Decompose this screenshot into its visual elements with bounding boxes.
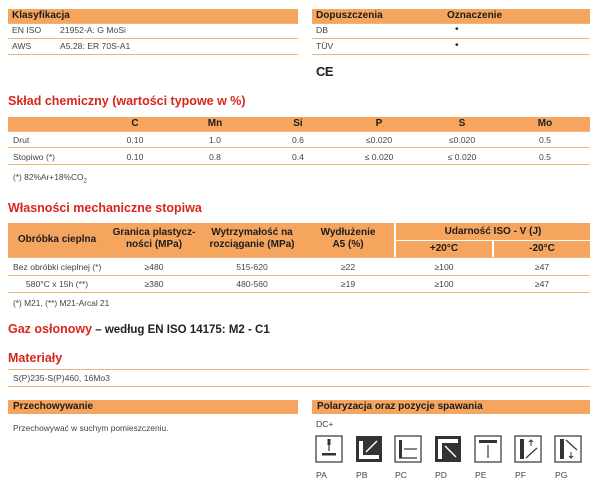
dc-polarity: DC+ — [316, 419, 334, 429]
wl-obrobka: 580°C x 15h (**) — [25, 279, 89, 289]
materialy-title: Materiały — [8, 351, 63, 365]
wl-wytrz: 480-560 — [236, 279, 268, 289]
position-label: PG — [555, 470, 568, 480]
h-granica — [106, 227, 202, 251]
wlasnosci-note: (*) M21, (**) M21-Arcal 21 — [13, 298, 110, 308]
position-label: PF — [515, 470, 526, 480]
dopuszczenia-header — [312, 9, 590, 23]
sklad-value: ≤0.020 — [448, 135, 476, 145]
gaz-line — [8, 322, 270, 336]
h-plus20: +20°C — [429, 243, 459, 254]
sklad-col-c: C — [131, 118, 139, 129]
klasyfikacja-value — [60, 25, 126, 35]
materialy-text: S(P)235-S(P)460, 16Mo3 — [13, 373, 110, 383]
h-obrobka: Obróbka cieplna — [17, 234, 97, 245]
sklad-value: 0.10 — [126, 152, 144, 162]
wlasnosci-title: Własności mechaniczne stopiwa — [8, 201, 202, 215]
przechowywanie-title: Przechowywanie — [13, 401, 94, 412]
klasyfikacja-val: 21952-A: G MoSi — [60, 25, 126, 35]
h-wydl — [302, 227, 394, 251]
wl-minus20: ≥47 — [534, 262, 550, 272]
dopuszczenia-row-name: DB — [316, 25, 328, 35]
h-granica-1: Granica plastycz- — [112, 227, 196, 238]
wl-granica: ≥380 — [144, 279, 164, 289]
sklad-value: ≤ 0.020 — [364, 152, 394, 162]
gaz-title: Gaz osłonowy — [8, 322, 93, 336]
wl-minus20: ≥47 — [534, 279, 550, 289]
klasyfikacja-row — [12, 25, 41, 35]
klasyfikacja-std: AWS — [12, 41, 32, 51]
wl-plus20: ≥100 — [434, 262, 454, 272]
h-wydl-1: Wydłużenie — [320, 227, 376, 238]
klasyfikacja-title: Klasyfikacja — [12, 10, 70, 21]
sklad-value: 0.5 — [539, 152, 551, 162]
polaryzacja-title: Polaryzacja oraz pozycje spawania — [317, 401, 483, 412]
h-udarnosc: Udarność ISO - V (J) — [444, 226, 542, 237]
sklad-value: 0.5 — [539, 135, 551, 145]
klasyfikacja-val: A5.28: ER 70S-A1 — [60, 41, 131, 51]
sklad-row-label: Stopiwo (*) — [13, 152, 56, 162]
position-label: PD — [435, 470, 447, 480]
sklad-col-s: S — [458, 118, 466, 129]
klasyfikacja-header — [8, 9, 298, 23]
position-pg-icon — [555, 436, 581, 462]
position-pa-icon — [316, 436, 342, 462]
przechowywanie-header — [8, 400, 298, 414]
sklad-value: 0.10 — [126, 135, 144, 145]
h-wydl-2: A5 (%) — [332, 239, 364, 250]
position-label: PA — [316, 470, 327, 480]
wl-plus20: ≥100 — [434, 279, 454, 289]
position-label: PE — [475, 470, 487, 480]
dopuszczenia-title: Dopuszczenia — [316, 10, 383, 21]
sklad-value: 0.6 — [292, 135, 304, 145]
sklad-value: ≤0.020 — [365, 135, 393, 145]
dopuszczenia-row-mark: • — [455, 40, 459, 51]
dopuszczenia-row-mark: • — [455, 24, 459, 35]
sklad-col-mn: Mn — [207, 118, 223, 129]
klasyfikacja-row — [12, 41, 31, 51]
h-wytrz — [202, 227, 302, 251]
position-pd-icon — [435, 436, 461, 462]
sklad-note — [13, 172, 87, 185]
przechowywanie-text: Przechowywać w suchym pomieszczeniu. — [13, 423, 169, 433]
sklad-title: Skład chemiczny (wartości typowe w %) — [8, 94, 246, 108]
position-pc-icon — [395, 436, 421, 462]
polaryzacja-header — [312, 400, 590, 414]
position-pb-icon — [356, 436, 382, 462]
sklad-note-sub: 2 — [83, 178, 87, 185]
klasyfikacja-std: EN ISO — [12, 25, 42, 35]
sklad-value: 0.4 — [292, 152, 304, 162]
dopuszczenia-row-name: TÜV — [316, 41, 334, 51]
position-label: PB — [356, 470, 368, 480]
position-pe-icon — [475, 436, 501, 462]
h-wytrz-2: rozciąganie (MPa) — [209, 239, 295, 250]
wl-wytrz: 515-620 — [236, 262, 268, 272]
welding-positions — [312, 434, 592, 464]
gaz-text: – według EN ISO 14175: M2 - C1 — [92, 324, 270, 336]
sklad-value: ≤ 0.020 — [447, 152, 477, 162]
wl-obrobka: Bez obróbki cieplnej (*) — [13, 262, 102, 272]
wl-wydl: ≥19 — [340, 279, 356, 289]
h-wytrz-1: Wytrzymałość na — [211, 227, 293, 238]
sklad-col-mo: Mo — [537, 118, 553, 129]
oznaczenie-header: Oznaczenie — [447, 10, 503, 21]
ce-mark: CE — [316, 64, 334, 79]
sklad-col-p: P — [375, 118, 383, 129]
sklad-row-label: Drut — [13, 135, 30, 145]
h-minus20: -20°C — [529, 243, 555, 254]
h-granica-2: ności (MPa) — [125, 239, 183, 250]
sklad-col-si: Si — [293, 118, 303, 129]
klasyfikacja-value — [60, 41, 130, 51]
sklad-value: 0.8 — [209, 152, 221, 162]
wl-granica: ≥480 — [144, 262, 164, 272]
sklad-note-text: (*) 82%Ar+18%CO — [13, 172, 84, 182]
sklad-value: 1.0 — [209, 135, 221, 145]
wl-wydl: ≥22 — [340, 262, 356, 272]
position-pf-icon — [515, 436, 541, 462]
position-label: PC — [395, 470, 407, 480]
